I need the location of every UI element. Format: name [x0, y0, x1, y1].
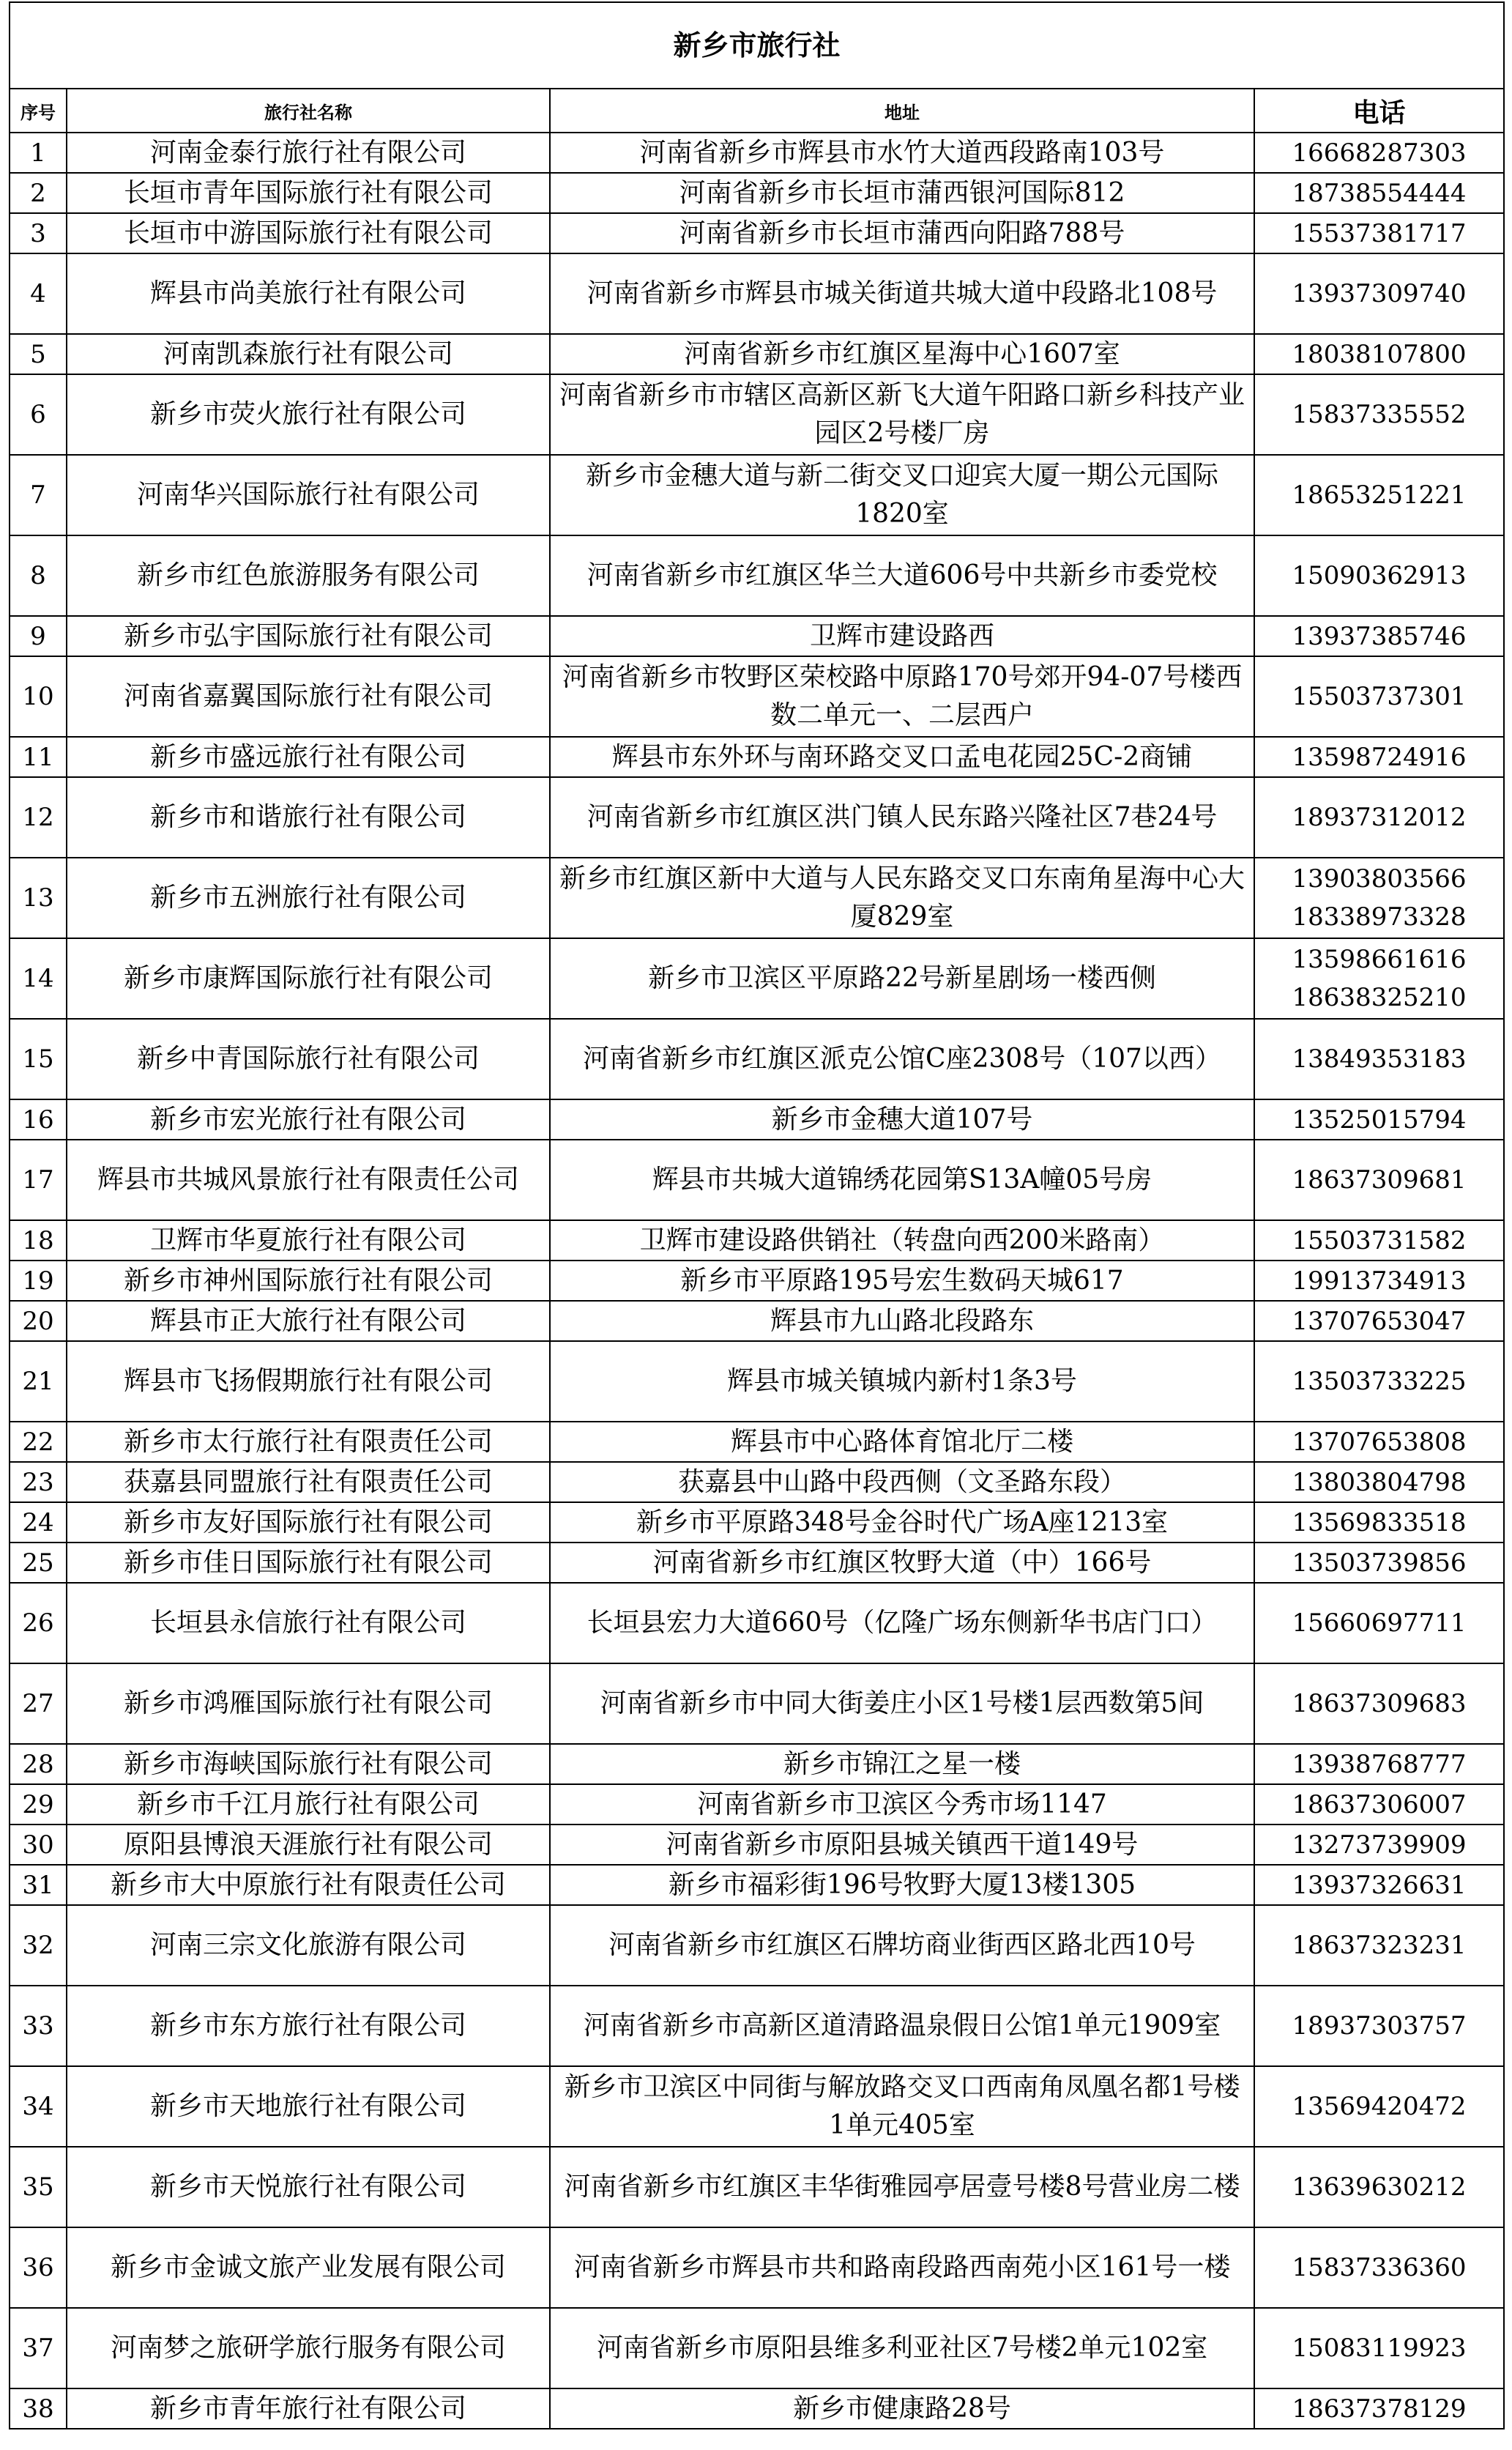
cell-phone: 15083119923	[1254, 2308, 1504, 2388]
cell-address: 河南省新乡市中同大街姜庄小区1号楼1层西数第5间	[550, 1663, 1254, 1744]
cell-phone: 15090362913	[1254, 535, 1504, 616]
cell-no: 12	[10, 777, 67, 858]
cell-phone: 13569420472	[1254, 2066, 1504, 2147]
cell-address: 河南省新乡市辉县市共和路南段路西南苑小区161号一楼	[550, 2227, 1254, 2308]
table-row	[10, 1140, 1504, 1220]
cell-no: 35	[10, 2147, 67, 2227]
cell-address: 河南省新乡市红旗区洪门镇人民东路兴隆社区7巷24号	[550, 777, 1254, 858]
cell-agency-name: 新乡市天地旅行社有限公司	[67, 2066, 550, 2147]
cell-agency-name: 新乡市天悦旅行社有限公司	[67, 2147, 550, 2227]
table-row	[10, 1784, 1504, 1824]
cell-address: 河南省新乡市辉县市城关街道共城大道中段路北108号	[550, 253, 1254, 334]
cell-no: 7	[10, 455, 67, 535]
cell-address: 新乡市健康路28号	[550, 2388, 1254, 2429]
cell-no: 30	[10, 1824, 67, 1865]
table-row	[10, 1905, 1504, 1986]
table-row	[10, 1301, 1504, 1341]
cell-agency-name: 新乡市五洲旅行社有限公司	[67, 858, 550, 938]
cell-phone: 13849353183	[1254, 1019, 1504, 1099]
table-row	[10, 938, 1504, 1019]
cell-address: 新乡市卫滨区平原路22号新星剧场一楼西侧	[550, 938, 1254, 1019]
table-row	[10, 133, 1504, 173]
table-row	[10, 535, 1504, 616]
cell-address: 卫辉市建设路供销社（转盘向西200米路南）	[550, 1220, 1254, 1261]
cell-address: 新乡市红旗区新中大道与人民东路交叉口东南角星海中心大厦829室	[550, 858, 1254, 938]
cell-phone: 15837335552	[1254, 374, 1504, 455]
table-row	[10, 2227, 1504, 2308]
table-row	[10, 737, 1504, 777]
cell-phone: 13707653808	[1254, 1422, 1504, 1462]
cell-phone: 18738554444	[1254, 173, 1504, 213]
table-row	[10, 616, 1504, 656]
cell-agency-name: 河南省嘉翼国际旅行社有限公司	[67, 656, 550, 737]
table-row	[10, 2147, 1504, 2227]
cell-agency-name: 新乡市金诚文旅产业发展有限公司	[67, 2227, 550, 2308]
cell-phone: 13707653047	[1254, 1301, 1504, 1341]
table-row	[10, 173, 1504, 213]
table-row	[10, 1462, 1504, 1502]
table-row	[10, 2308, 1504, 2388]
cell-phone: 15660697711	[1254, 1583, 1504, 1663]
cell-address: 获嘉县中山路中段西侧（文圣路东段）	[550, 1462, 1254, 1502]
cell-no: 33	[10, 1986, 67, 2066]
cell-phone: 13598661616 18638325210	[1254, 938, 1504, 1019]
cell-address: 新乡市金穗大道107号	[550, 1099, 1254, 1140]
cell-agency-name: 长垣市中游国际旅行社有限公司	[67, 213, 550, 253]
travel-agency-table	[9, 1, 1505, 2429]
cell-no: 14	[10, 938, 67, 1019]
table-row	[10, 253, 1504, 334]
cell-phone: 13937309740	[1254, 253, 1504, 334]
cell-address: 河南省新乡市红旗区丰华街雅园亭居壹号楼8号营业房二楼	[550, 2147, 1254, 2227]
cell-no: 1	[10, 133, 67, 173]
cell-phone: 15503731582	[1254, 1220, 1504, 1261]
cell-no: 9	[10, 616, 67, 656]
cell-no: 23	[10, 1462, 67, 1502]
cell-address: 辉县市东外环与南环路交叉口孟电花园25C-2商铺	[550, 737, 1254, 777]
cell-no: 10	[10, 656, 67, 737]
cell-agency-name: 新乡市红色旅游服务有限公司	[67, 535, 550, 616]
cell-phone: 18937303757	[1254, 1986, 1504, 2066]
table-row	[10, 1744, 1504, 1784]
table-row	[10, 858, 1504, 938]
cell-agency-name: 新乡市和谐旅行社有限公司	[67, 777, 550, 858]
table-row	[10, 1543, 1504, 1583]
cell-phone: 16668287303	[1254, 133, 1504, 173]
cell-agency-name: 辉县市正大旅行社有限公司	[67, 1301, 550, 1341]
cell-address: 河南省新乡市红旗区华兰大道606号中共新乡市委党校	[550, 535, 1254, 616]
table-row	[10, 1865, 1504, 1905]
cell-no: 15	[10, 1019, 67, 1099]
cell-no: 8	[10, 535, 67, 616]
cell-address: 辉县市共城大道锦绣花园第S13A幢05号房	[550, 1140, 1254, 1220]
cell-address: 新乡市金穗大道与新二街交叉口迎宾大厦一期公元国际1820室	[550, 455, 1254, 535]
cell-phone: 13938768777	[1254, 1744, 1504, 1784]
cell-address: 河南省新乡市原阳县维多利亚社区7号楼2单元102室	[550, 2308, 1254, 2388]
cell-phone: 13525015794	[1254, 1099, 1504, 1140]
table-row	[10, 1422, 1504, 1462]
cell-agency-name: 新乡市鸿雁国际旅行社有限公司	[67, 1663, 550, 1744]
cell-no: 25	[10, 1543, 67, 1583]
cell-phone: 15837336360	[1254, 2227, 1504, 2308]
cell-agency-name: 新乡市海峡国际旅行社有限公司	[67, 1744, 550, 1784]
cell-agency-name: 长垣市青年国际旅行社有限公司	[67, 173, 550, 213]
cell-agency-name: 新乡中青国际旅行社有限公司	[67, 1019, 550, 1099]
cell-address: 河南省新乡市红旗区星海中心1607室	[550, 334, 1254, 374]
cell-no: 19	[10, 1261, 67, 1301]
cell-no: 24	[10, 1502, 67, 1543]
cell-no: 4	[10, 253, 67, 334]
cell-no: 29	[10, 1784, 67, 1824]
cell-agency-name: 新乡市神州国际旅行社有限公司	[67, 1261, 550, 1301]
cell-phone: 13903803566 18338973328	[1254, 858, 1504, 938]
cell-address: 河南省新乡市红旗区石牌坊商业街西区路北西10号	[550, 1905, 1254, 1986]
table-row	[10, 374, 1504, 455]
cell-phone: 13503733225	[1254, 1341, 1504, 1422]
table-row	[10, 334, 1504, 374]
cell-agency-name: 长垣县永信旅行社有限公司	[67, 1583, 550, 1663]
cell-address: 河南省新乡市牧野区荣校路中原路170号郊开94-07号楼西数二单元一、二层西户	[550, 656, 1254, 737]
cell-phone: 18637306007	[1254, 1784, 1504, 1824]
cell-no: 21	[10, 1341, 67, 1422]
table-row	[10, 656, 1504, 737]
table-row	[10, 1502, 1504, 1543]
table-row	[10, 1986, 1504, 2066]
cell-agency-name: 新乡市荧火旅行社有限公司	[67, 374, 550, 455]
cell-agency-name: 原阳县博浪天涯旅行社有限公司	[67, 1824, 550, 1865]
cell-agency-name: 河南三宗文化旅游有限公司	[67, 1905, 550, 1986]
cell-address: 长垣县宏力大道660号（亿隆广场东侧新华书店门口）	[550, 1583, 1254, 1663]
cell-no: 34	[10, 2066, 67, 2147]
cell-no: 26	[10, 1583, 67, 1663]
cell-agency-name: 新乡市太行旅行社有限责任公司	[67, 1422, 550, 1462]
cell-phone: 15537381717	[1254, 213, 1504, 253]
cell-no: 31	[10, 1865, 67, 1905]
cell-phone: 18637309683	[1254, 1663, 1504, 1744]
title-row	[10, 2, 1504, 89]
cell-agency-name: 河南金泰行旅行社有限公司	[67, 133, 550, 173]
cell-agency-name: 辉县市尚美旅行社有限公司	[67, 253, 550, 334]
cell-address: 新乡市平原路348号金谷时代广场A座1213室	[550, 1502, 1254, 1543]
cell-agency-name: 卫辉市华夏旅行社有限公司	[67, 1220, 550, 1261]
cell-agency-name: 新乡市宏光旅行社有限公司	[67, 1099, 550, 1140]
cell-address: 辉县市城关镇城内新村1条3号	[550, 1341, 1254, 1422]
cell-no: 5	[10, 334, 67, 374]
cell-phone: 13937326631	[1254, 1865, 1504, 1905]
cell-no: 27	[10, 1663, 67, 1744]
cell-address: 河南省新乡市红旗区派克公馆C座2308号（107以西）	[550, 1019, 1254, 1099]
cell-no: 16	[10, 1099, 67, 1140]
cell-address: 辉县市九山路北段路东	[550, 1301, 1254, 1341]
cell-agency-name: 新乡市友好国际旅行社有限公司	[67, 1502, 550, 1543]
cell-no: 37	[10, 2308, 67, 2388]
cell-address: 河南省新乡市红旗区牧野大道（中）166号	[550, 1543, 1254, 1583]
table-row	[10, 2066, 1504, 2147]
cell-address: 新乡市福彩街196号牧野大厦13楼1305	[550, 1865, 1254, 1905]
cell-address: 河南省新乡市高新区道清路温泉假日公馆1单元1909室	[550, 1986, 1254, 2066]
cell-address: 河南省新乡市市辖区高新区新飞大道午阳路口新乡科技产业园区2号楼厂房	[550, 374, 1254, 455]
cell-phone: 18637323231	[1254, 1905, 1504, 1986]
cell-agency-name: 新乡市东方旅行社有限公司	[67, 1986, 550, 2066]
cell-address: 新乡市卫滨区中同街与解放路交叉口西南角凤凰名都1号楼1单元405室	[550, 2066, 1254, 2147]
cell-phone: 13569833518	[1254, 1502, 1504, 1543]
table-row	[10, 1341, 1504, 1422]
cell-no: 38	[10, 2388, 67, 2429]
column-header-name: 旅行社名称	[67, 89, 550, 133]
cell-agency-name: 新乡市大中原旅行社有限责任公司	[67, 1865, 550, 1905]
cell-phone: 18637378129	[1254, 2388, 1504, 2429]
cell-address: 河南省新乡市辉县市水竹大道西段路南103号	[550, 133, 1254, 173]
cell-address: 辉县市中心路体育馆北厅二楼	[550, 1422, 1254, 1462]
table-row	[10, 1663, 1504, 1744]
cell-no: 3	[10, 213, 67, 253]
column-header-no: 序号	[10, 89, 67, 133]
cell-agency-name: 新乡市千江月旅行社有限公司	[67, 1784, 550, 1824]
table-row	[10, 1220, 1504, 1261]
cell-no: 6	[10, 374, 67, 455]
cell-no: 22	[10, 1422, 67, 1462]
cell-phone: 15503737301	[1254, 656, 1504, 737]
cell-no: 18	[10, 1220, 67, 1261]
cell-address: 新乡市锦江之星一楼	[550, 1744, 1254, 1784]
cell-agency-name: 新乡市弘宇国际旅行社有限公司	[67, 616, 550, 656]
cell-no: 36	[10, 2227, 67, 2308]
table-row	[10, 1261, 1504, 1301]
table-row	[10, 455, 1504, 535]
table-body	[10, 2, 1504, 2429]
cell-phone: 13803804798	[1254, 1462, 1504, 1502]
table-row	[10, 213, 1504, 253]
cell-no: 20	[10, 1301, 67, 1341]
cell-agency-name: 辉县市共城风景旅行社有限责任公司	[67, 1140, 550, 1220]
table-row	[10, 1824, 1504, 1865]
cell-address: 新乡市平原路195号宏生数码天城617	[550, 1261, 1254, 1301]
cell-agency-name: 辉县市飞扬假期旅行社有限公司	[67, 1341, 550, 1422]
cell-agency-name: 河南华兴国际旅行社有限公司	[67, 455, 550, 535]
cell-phone: 18653251221	[1254, 455, 1504, 535]
cell-address: 河南省新乡市原阳县城关镇西干道149号	[550, 1824, 1254, 1865]
cell-no: 32	[10, 1905, 67, 1986]
cell-agency-name: 河南梦之旅研学旅行服务有限公司	[67, 2308, 550, 2388]
cell-phone: 13639630212	[1254, 2147, 1504, 2227]
cell-no: 28	[10, 1744, 67, 1784]
cell-agency-name: 新乡市盛远旅行社有限公司	[67, 737, 550, 777]
cell-no: 2	[10, 173, 67, 213]
cell-no: 17	[10, 1140, 67, 1220]
column-header-phone: 电话	[1254, 89, 1504, 133]
cell-address: 河南省新乡市卫滨区今秀市场1147	[550, 1784, 1254, 1824]
cell-no: 13	[10, 858, 67, 938]
cell-address: 卫辉市建设路西	[550, 616, 1254, 656]
cell-agency-name: 新乡市康辉国际旅行社有限公司	[67, 938, 550, 1019]
cell-phone: 13503739856	[1254, 1543, 1504, 1583]
table-row	[10, 2388, 1504, 2429]
table-row	[10, 1099, 1504, 1140]
cell-address: 河南省新乡市长垣市蒲西银河国际812	[550, 173, 1254, 213]
table-row	[10, 1019, 1504, 1099]
table-row	[10, 1583, 1504, 1663]
cell-agency-name: 新乡市青年旅行社有限公司	[67, 2388, 550, 2429]
page-title: 新乡市旅行社	[10, 2, 1504, 89]
cell-phone: 13273739909	[1254, 1824, 1504, 1865]
cell-phone: 13937385746	[1254, 616, 1504, 656]
cell-no: 11	[10, 737, 67, 777]
cell-phone: 18637309681	[1254, 1140, 1504, 1220]
header-row	[10, 89, 1504, 133]
cell-address: 河南省新乡市长垣市蒲西向阳路788号	[550, 213, 1254, 253]
cell-phone: 18038107800	[1254, 334, 1504, 374]
cell-agency-name: 获嘉县同盟旅行社有限责任公司	[67, 1462, 550, 1502]
cell-phone: 13598724916	[1254, 737, 1504, 777]
table-row	[10, 777, 1504, 858]
cell-phone: 18937312012	[1254, 777, 1504, 858]
cell-agency-name: 河南凯森旅行社有限公司	[67, 334, 550, 374]
column-header-address: 地址	[550, 89, 1254, 133]
cell-agency-name: 新乡市佳日国际旅行社有限公司	[67, 1543, 550, 1583]
cell-phone: 19913734913	[1254, 1261, 1504, 1301]
